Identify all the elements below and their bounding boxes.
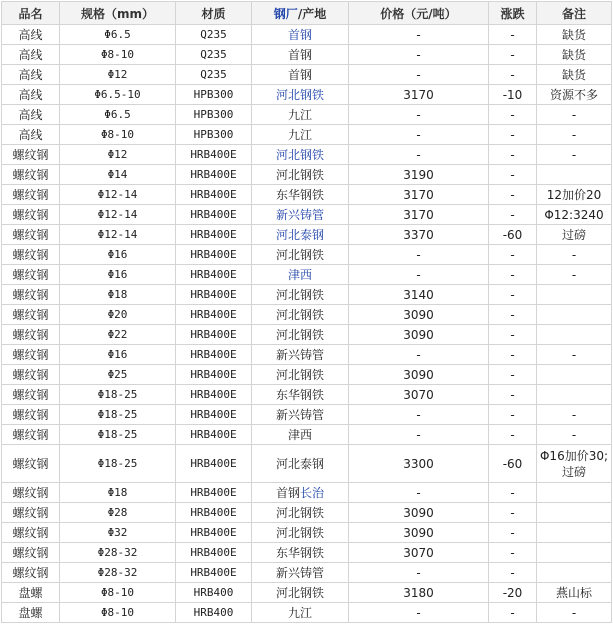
cell-price: 3140: [349, 285, 489, 305]
cell-name: 螺纹钢: [2, 185, 60, 205]
cell-name: 高线: [2, 25, 60, 45]
cell-change: -: [489, 145, 537, 165]
table-row: [2, 563, 612, 583]
mill-name: 河北钢铁: [275, 506, 324, 520]
cell-change: -: [489, 205, 537, 225]
cell-spec: Φ18: [60, 483, 176, 503]
cell-price: -: [349, 125, 489, 145]
cell-spec: Φ18-25: [60, 425, 176, 445]
table-row: [2, 325, 612, 345]
cell-price: 3170: [349, 185, 489, 205]
cell-material: HRB400E: [176, 305, 252, 325]
mill-link[interactable]: 长治: [300, 486, 325, 500]
table-row: [2, 305, 612, 325]
mill-name: 新兴铸管: [275, 566, 324, 580]
mill-link[interactable]: 河北钢铁: [275, 88, 324, 102]
mill-name: 首钢: [287, 48, 312, 62]
cell-mill: [252, 503, 349, 523]
cell-name: 螺纹钢: [2, 205, 60, 225]
cell-price: -: [349, 45, 489, 65]
cell-material: Q235: [176, 45, 252, 65]
cell-change: -: [489, 25, 537, 45]
cell-price: 3070: [349, 543, 489, 563]
cell-price: -: [349, 25, 489, 45]
cell-note: [537, 285, 612, 305]
cell-mill: [252, 125, 349, 145]
cell-mill: [252, 65, 349, 85]
mill-link[interactable]: 津西: [287, 268, 312, 282]
cell-note: 缺货: [537, 65, 612, 85]
table-row: [2, 205, 612, 225]
header-material: 材质: [176, 2, 252, 25]
cell-name: 螺纹钢: [2, 285, 60, 305]
cell-note: [537, 523, 612, 543]
cell-price: -: [349, 145, 489, 165]
cell-mill: [252, 305, 349, 325]
header-mill-link[interactable]: 钢厂: [273, 6, 298, 21]
mill-name: 新兴铸管: [275, 408, 324, 422]
cell-change: -: [489, 603, 537, 623]
cell-change: -: [489, 305, 537, 325]
cell-note: -: [537, 265, 612, 285]
cell-change: -: [489, 425, 537, 445]
cell-price: -: [349, 405, 489, 425]
cell-change: -: [489, 483, 537, 503]
table-row: [2, 225, 612, 245]
table-row: [2, 185, 612, 205]
cell-mill: [252, 145, 349, 165]
mill-name: 河北泰钢: [275, 456, 324, 471]
mill-name: 东华钢铁: [275, 188, 324, 202]
table-row: [2, 405, 612, 425]
cell-material: HRB400E: [176, 145, 252, 165]
cell-note: 12加价20: [537, 185, 612, 205]
header-price: 价格（元/吨）: [349, 2, 489, 25]
cell-change: -: [489, 265, 537, 285]
cell-material: HRB400E: [176, 205, 252, 225]
cell-price: -: [349, 563, 489, 583]
cell-name: 螺纹钢: [2, 445, 60, 483]
cell-material: HRB400E: [176, 285, 252, 305]
header-mill-rest: /产地: [297, 6, 327, 21]
cell-note: -: [537, 405, 612, 425]
cell-mill: [252, 165, 349, 185]
cell-mill: [252, 85, 349, 105]
cell-mill: [252, 285, 349, 305]
cell-change: -60: [489, 445, 537, 483]
cell-spec: Φ12-14: [60, 205, 176, 225]
table-row: [2, 25, 612, 45]
cell-price: -: [349, 603, 489, 623]
mill-name: 河北钢铁: [275, 308, 324, 322]
table-row: [2, 125, 612, 145]
cell-spec: Φ22: [60, 325, 176, 345]
cell-name: 盘螺: [2, 603, 60, 623]
cell-material: HRB400E: [176, 365, 252, 385]
cell-spec: Φ12: [60, 65, 176, 85]
cell-price: 3170: [349, 85, 489, 105]
cell-name: 螺纹钢: [2, 325, 60, 345]
cell-material: HRB400E: [176, 425, 252, 445]
cell-material: Q235: [176, 65, 252, 85]
cell-mill: [252, 543, 349, 563]
cell-spec: Φ12-14: [60, 185, 176, 205]
cell-change: -20: [489, 583, 537, 603]
cell-spec: Φ18: [60, 285, 176, 305]
cell-price: -: [349, 483, 489, 503]
cell-mill: [252, 205, 349, 225]
cell-note: 缺货: [537, 45, 612, 65]
cell-change: -: [489, 405, 537, 425]
cell-note: 燕山标: [537, 583, 612, 603]
cell-spec: Φ6.5: [60, 25, 176, 45]
cell-material: HPB300: [176, 85, 252, 105]
cell-change: -: [489, 365, 537, 385]
table-row: [2, 145, 612, 165]
cell-mill: [252, 265, 349, 285]
cell-note: [537, 543, 612, 563]
mill-name: 河北钢铁: [275, 586, 324, 600]
cell-name: 高线: [2, 125, 60, 145]
cell-name: 螺纹钢: [2, 165, 60, 185]
mill-name: 东华钢铁: [275, 546, 324, 560]
cell-material: HRB400E: [176, 245, 252, 265]
table-row: [2, 445, 612, 483]
cell-price: 3170: [349, 205, 489, 225]
cell-material: Q235: [176, 25, 252, 45]
mill-link[interactable]: 河北泰钢: [275, 228, 324, 242]
cell-spec: Φ6.5-10: [60, 85, 176, 105]
table-row: [2, 105, 612, 125]
cell-name: 高线: [2, 65, 60, 85]
mill-link[interactable]: 首钢: [287, 28, 312, 42]
cell-name: 螺纹钢: [2, 543, 60, 563]
cell-spec: Φ28-32: [60, 563, 176, 583]
cell-name: 螺纹钢: [2, 345, 60, 365]
cell-change: -: [489, 563, 537, 583]
cell-mill: [252, 603, 349, 623]
cell-change: -: [489, 345, 537, 365]
table-row: [2, 583, 612, 603]
cell-name: 螺纹钢: [2, 365, 60, 385]
header-change: 涨跌: [489, 2, 537, 25]
cell-name: 螺纹钢: [2, 483, 60, 503]
cell-price: 3070: [349, 385, 489, 405]
cell-change: -: [489, 285, 537, 305]
cell-price: -: [349, 65, 489, 85]
mill-name: 河北钢铁: [275, 526, 324, 540]
cell-note: -: [537, 145, 612, 165]
cell-spec: Φ14: [60, 165, 176, 185]
mill-name: 津西: [287, 428, 312, 442]
cell-mill: [252, 385, 349, 405]
cell-price: 3090: [349, 523, 489, 543]
cell-price: 3090: [349, 365, 489, 385]
cell-mill: [252, 45, 349, 65]
cell-mill: [252, 405, 349, 425]
mill-name: 河北钢铁: [275, 288, 324, 302]
cell-spec: Φ25: [60, 365, 176, 385]
cell-name: 螺纹钢: [2, 523, 60, 543]
mill-name: 首钢: [275, 486, 300, 500]
cell-change: -: [489, 325, 537, 345]
cell-mill: [252, 563, 349, 583]
table-row: [2, 285, 612, 305]
cell-name: 高线: [2, 105, 60, 125]
cell-spec: Φ12: [60, 145, 176, 165]
cell-mill: [252, 105, 349, 125]
cell-price: -: [349, 105, 489, 125]
cell-price: 3370: [349, 225, 489, 245]
mill-name: 首钢: [287, 68, 312, 82]
cell-material: HRB400E: [176, 503, 252, 523]
cell-note: Φ12:3240: [537, 205, 612, 225]
cell-change: -: [489, 503, 537, 523]
cell-price: 3090: [349, 503, 489, 523]
cell-note: -: [537, 345, 612, 365]
cell-price: 3300: [349, 445, 489, 483]
mill-name: 河北钢铁: [275, 368, 324, 382]
mill-name: 河北钢铁: [275, 328, 324, 342]
cell-material: HRB400E: [176, 185, 252, 205]
mill-link[interactable]: 新兴铸管: [275, 208, 324, 222]
cell-mill: [252, 345, 349, 365]
cell-mill: [252, 445, 349, 483]
mill-name: 九江: [287, 606, 312, 620]
table-row: [2, 523, 612, 543]
mill-name: 九江: [287, 128, 312, 142]
cell-price: -: [349, 265, 489, 285]
mill-name: 九江: [287, 108, 312, 122]
cell-note: 缺货: [537, 25, 612, 45]
cell-note: -: [537, 425, 612, 445]
cell-price: 3190: [349, 165, 489, 185]
cell-change: -: [489, 245, 537, 265]
table-row: [2, 65, 612, 85]
cell-mill: [252, 483, 349, 503]
table-row: [2, 543, 612, 563]
cell-note: 资源不多: [537, 85, 612, 105]
mill-link[interactable]: 河北钢铁: [275, 148, 324, 162]
cell-note: -: [537, 105, 612, 125]
cell-mill: [252, 583, 349, 603]
cell-mill: [252, 365, 349, 385]
cell-change: -: [489, 125, 537, 145]
cell-spec: Φ8-10: [60, 45, 176, 65]
cell-material: HRB400E: [176, 483, 252, 503]
cell-note: -: [537, 603, 612, 623]
cell-spec: Φ20: [60, 305, 176, 325]
cell-spec: Φ32: [60, 523, 176, 543]
cell-material: HPB300: [176, 125, 252, 145]
cell-note: [537, 165, 612, 185]
cell-note: [537, 385, 612, 405]
cell-mill: [252, 325, 349, 345]
mill-name: 河北钢铁: [275, 248, 324, 262]
table-row: [2, 385, 612, 405]
cell-mill: [252, 245, 349, 265]
table-row: [2, 483, 612, 503]
table-row: [2, 345, 612, 365]
cell-note: 过磅: [537, 225, 612, 245]
table-row: [2, 245, 612, 265]
cell-note: [537, 483, 612, 503]
mill-name: 河北钢铁: [275, 168, 324, 182]
cell-name: 螺纹钢: [2, 563, 60, 583]
cell-price: -: [349, 425, 489, 445]
cell-change: -: [489, 105, 537, 125]
cell-spec: Φ8-10: [60, 603, 176, 623]
cell-spec: Φ28-32: [60, 543, 176, 563]
header-mill: [252, 2, 349, 25]
cell-material: HPB300: [176, 105, 252, 125]
cell-material: HRB400: [176, 603, 252, 623]
table-row: [2, 85, 612, 105]
cell-name: 螺纹钢: [2, 385, 60, 405]
cell-change: -: [489, 523, 537, 543]
cell-material: HRB400E: [176, 543, 252, 563]
mill-name: 新兴铸管: [275, 348, 324, 362]
cell-price: -: [349, 245, 489, 265]
cell-material: HRB400: [176, 583, 252, 603]
cell-spec: Φ12-14: [60, 225, 176, 245]
header-spec: 规格（mm）: [60, 2, 176, 25]
header-name: 品名: [2, 2, 60, 25]
cell-material: HRB400E: [176, 165, 252, 185]
cell-spec: Φ6.5: [60, 105, 176, 125]
header-note: 备注: [537, 2, 612, 25]
cell-note: Φ16加价30;过磅: [537, 445, 612, 483]
cell-price: 3090: [349, 305, 489, 325]
table-header-row: [2, 2, 612, 25]
table-row: [2, 503, 612, 523]
cell-material: HRB400E: [176, 385, 252, 405]
table-row: [2, 365, 612, 385]
cell-name: 螺纹钢: [2, 503, 60, 523]
cell-spec: Φ16: [60, 345, 176, 365]
cell-material: HRB400E: [176, 265, 252, 285]
cell-note: -: [537, 245, 612, 265]
steel-price-table: [1, 1, 612, 623]
cell-note: [537, 365, 612, 385]
cell-material: HRB400E: [176, 563, 252, 583]
table-row: [2, 165, 612, 185]
table-body: [2, 25, 612, 623]
cell-change: -10: [489, 85, 537, 105]
cell-spec: Φ28: [60, 503, 176, 523]
cell-material: HRB400E: [176, 445, 252, 483]
cell-spec: Φ8-10: [60, 125, 176, 145]
cell-spec: Φ16: [60, 265, 176, 285]
cell-name: 螺纹钢: [2, 245, 60, 265]
cell-name: 螺纹钢: [2, 305, 60, 325]
cell-name: 螺纹钢: [2, 425, 60, 445]
cell-mill: [252, 523, 349, 543]
cell-material: HRB400E: [176, 345, 252, 365]
cell-change: -60: [489, 225, 537, 245]
cell-name: 螺纹钢: [2, 225, 60, 245]
cell-note: [537, 563, 612, 583]
cell-spec: Φ8-10: [60, 583, 176, 603]
cell-price: -: [349, 345, 489, 365]
cell-note: [537, 503, 612, 523]
mill-name: 东华钢铁: [275, 388, 324, 402]
cell-spec: Φ18-25: [60, 405, 176, 425]
cell-change: -: [489, 185, 537, 205]
table-row: [2, 425, 612, 445]
cell-spec: Φ18-25: [60, 445, 176, 483]
cell-note: [537, 305, 612, 325]
cell-name: 螺纹钢: [2, 265, 60, 285]
cell-note: [537, 325, 612, 345]
cell-change: -: [489, 65, 537, 85]
cell-spec: Φ16: [60, 245, 176, 265]
cell-name: 高线: [2, 85, 60, 105]
cell-change: -: [489, 543, 537, 563]
cell-mill: [252, 185, 349, 205]
cell-name: 螺纹钢: [2, 145, 60, 165]
cell-price: 3180: [349, 583, 489, 603]
cell-price: 3090: [349, 325, 489, 345]
cell-mill: [252, 425, 349, 445]
table-row: [2, 45, 612, 65]
cell-change: -: [489, 45, 537, 65]
cell-spec: Φ18-25: [60, 385, 176, 405]
cell-change: -: [489, 385, 537, 405]
cell-change: -: [489, 165, 537, 185]
table-row: [2, 603, 612, 623]
table-row: [2, 265, 612, 285]
cell-material: HRB400E: [176, 225, 252, 245]
cell-note: -: [537, 125, 612, 145]
cell-material: HRB400E: [176, 325, 252, 345]
cell-mill: [252, 225, 349, 245]
cell-name: 高线: [2, 45, 60, 65]
cell-material: HRB400E: [176, 523, 252, 543]
cell-mill: [252, 25, 349, 45]
cell-name: 螺纹钢: [2, 405, 60, 425]
cell-material: HRB400E: [176, 405, 252, 425]
cell-name: 盘螺: [2, 583, 60, 603]
